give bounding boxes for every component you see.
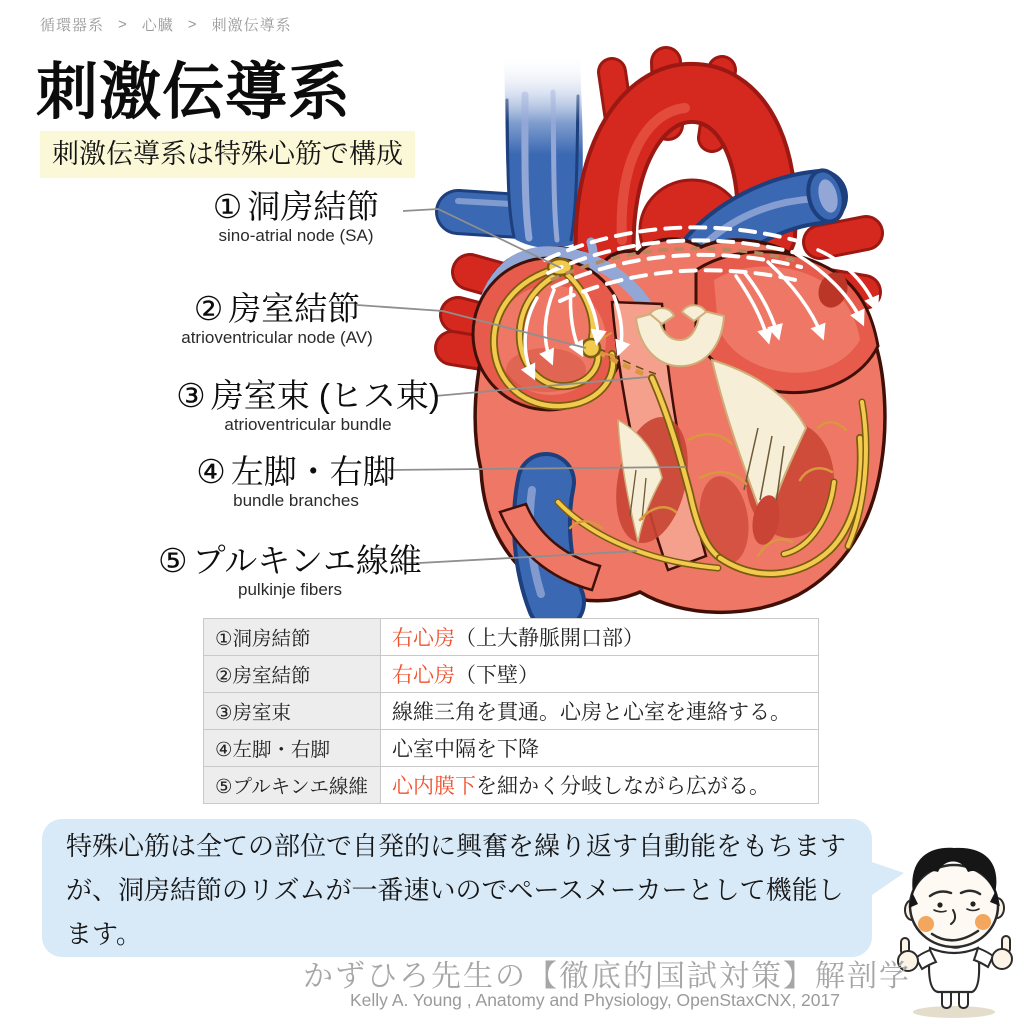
- label-number: ①: [212, 188, 243, 225]
- breadcrumb-separator: >: [187, 16, 198, 33]
- label-en: bundle branches: [233, 490, 359, 510]
- table-desc-rest: 心室中隔を下降: [392, 738, 539, 761]
- label-number: ⑤: [158, 542, 188, 579]
- table-desc-rest: を細かく分岐しながら広がる。: [476, 775, 770, 798]
- table-desc-rest: 線維三角を貫通。心房と心室を連絡する。: [392, 701, 791, 724]
- label-his-bundle: [176, 379, 440, 435]
- label-bundle-branches: [196, 455, 396, 511]
- summary-table: [203, 618, 819, 804]
- label-en: atrioventricular node (AV): [181, 327, 373, 347]
- label-jp: 房室束 (ヒス束): [210, 377, 440, 414]
- table-term: ②房室結節: [204, 656, 381, 693]
- label-jp: 房室結節: [228, 290, 361, 327]
- table-row: [204, 656, 819, 693]
- table-desc-rest: （下壁）: [455, 664, 539, 687]
- table-term: ⑤プルキンエ線維: [204, 767, 381, 804]
- table-desc: [381, 619, 819, 656]
- character-shadow: [913, 1006, 995, 1018]
- label-jp: 洞房結節: [247, 188, 380, 225]
- character-face: [910, 865, 998, 947]
- label-number: ④: [196, 453, 226, 490]
- page-title: 刺激伝導系: [36, 58, 352, 127]
- label-en: sino-atrial node (SA): [218, 225, 374, 245]
- table-row: [204, 693, 819, 730]
- table-desc-highlight: 右心房: [392, 664, 455, 687]
- table-desc: [381, 693, 819, 730]
- table-row: [204, 619, 819, 656]
- table-desc: [381, 767, 819, 804]
- label-jp: プルキンエ線維: [192, 542, 422, 579]
- blush-right: [975, 914, 991, 930]
- label-en: pulkinje fibers: [238, 579, 342, 599]
- table-row: [204, 767, 819, 804]
- label-purkinje-fibers: [158, 544, 422, 600]
- breadcrumb-separator: >: [118, 16, 128, 33]
- table-term: ①洞房結節: [204, 619, 381, 656]
- label-number: ③: [176, 377, 206, 414]
- table-row: [204, 730, 819, 767]
- citation: Kelly A. Young , Anatomy and Physiology, OpenStaxCNX, 2017: [350, 990, 840, 1010]
- blush-left: [918, 916, 934, 932]
- breadcrumb-item-3: 刺激伝導系: [211, 17, 292, 34]
- table-desc: [381, 656, 819, 693]
- table-desc: [381, 730, 819, 767]
- speech-bubble: 特殊心筋は全ての部位で自発的に興奮を繰り返す自動能をもちますが、洞房結節のリズムが一番速いのでペースメーカーとして機能します。: [42, 819, 872, 957]
- label-jp: 左脚・右脚: [230, 453, 396, 490]
- breadcrumb-item-1: 循環器系: [40, 17, 105, 34]
- breadcrumb-item-2: 心臓: [141, 17, 174, 34]
- table-term: ③房室束: [204, 693, 381, 730]
- note-highlight: 刺激伝導系は特殊心筋で構成: [40, 131, 415, 178]
- label-number: ②: [193, 290, 224, 327]
- character-body: [929, 948, 979, 992]
- table-term: ④左脚・右脚: [204, 730, 381, 767]
- label-en: atrioventricular bundle: [224, 414, 392, 434]
- table-desc-highlight: 右心房: [392, 627, 455, 650]
- label-av-node: [181, 292, 373, 348]
- table-desc-highlight: 心内膜下: [392, 775, 476, 798]
- brand-footer: かずひろ先生の【徹底的国試対策】解剖学: [303, 960, 911, 993]
- table-desc-rest: （上大静脈開口部）: [455, 627, 644, 650]
- label-sa-node: [213, 190, 380, 246]
